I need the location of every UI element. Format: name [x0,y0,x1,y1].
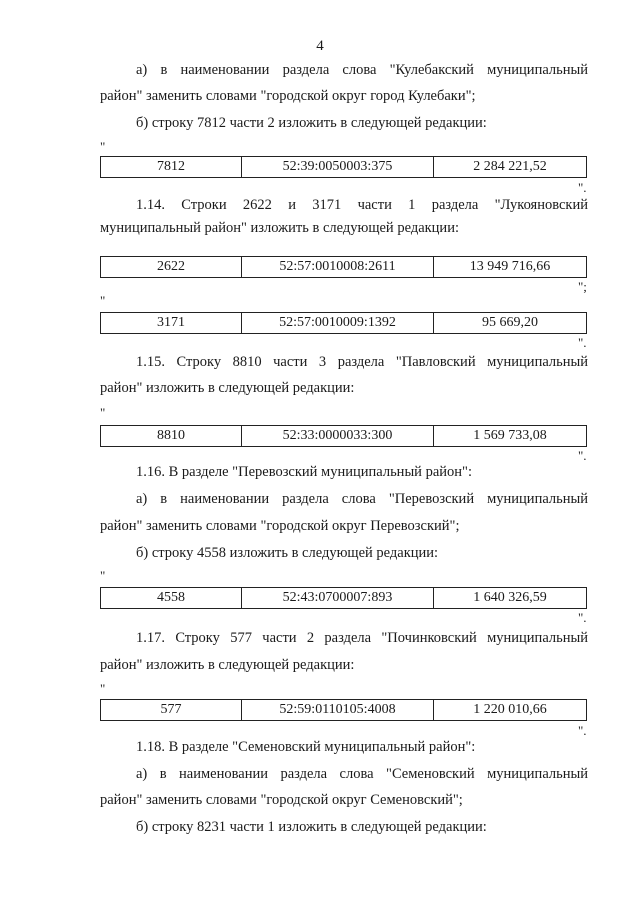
table-cell: 52:43:0700007:893 [242,588,434,608]
table-cell: 4558 [101,588,242,608]
page-number: 4 [316,38,324,54]
quote-close-mark: ". [578,335,587,350]
table-cell: 95 669,20 [482,315,538,330]
table-cell: 8810 [101,426,242,446]
data-table-row [100,699,587,721]
paragraph-line: 1.15. Строку 8810 части 3 раздела "Павловский муниципальный [136,354,588,370]
quote-close-mark: ". [578,723,587,738]
paragraph-line: б) строку 4558 изложить в следующей редакции: [136,545,439,561]
table-cell: 52:33:0000033:300 [242,426,434,446]
paragraph-line: а) в наименовании раздела слова "Перевозский муниципальный [136,491,588,507]
quote-close-mark: "; [578,279,587,294]
paragraph-line: 1.18. В разделе "Семеновский муниципальный район": [136,739,476,755]
table-cell: 577 [101,700,242,720]
table-cell: 1 220 010,66 [473,702,547,717]
paragraph-line: б) строку 8231 части 1 изложить в следующей редакции: [136,819,487,835]
table-cell: 52:57:0010008:2611 [242,257,434,277]
data-table-row [100,425,587,447]
table-cell: 52:39:0050003:375 [242,157,434,177]
table-cell: 52:59:0110105:4008 [242,700,434,720]
table-cell: 3171 [101,313,242,333]
table-cell: 2622 [101,257,242,277]
paragraph-line: район" заменить словами "городской округ Семеновский"; [100,792,463,808]
paragraph-line: а) в наименовании раздела слова "Семеновский муниципальный [136,766,588,782]
quote-open-mark: " [100,681,106,696]
table-cell: 1 569 733,08 [473,428,547,443]
paragraph-line: 1.14. Строки 2622 и 3171 части 1 раздела "Лукояновский [136,197,588,213]
data-table-row [100,587,587,609]
paragraph-line: район" заменить словами "городской округ Перевозский"; [100,518,460,534]
paragraph-line: район" изложить в следующей редакции: [100,657,355,673]
table-cell: 13 949 716,66 [469,259,551,274]
paragraph-line: 1.17. Строку 577 части 2 раздела "Починковский муниципальный [136,630,588,646]
table-cell: 52:57:0010009:1392 [242,313,434,333]
quote-open-mark: " [100,139,106,154]
quote-close-mark: ". [578,610,587,625]
paragraph-line: б) строку 7812 части 2 изложить в следующей редакции: [136,115,487,131]
table-cell: 1 640 326,59 [473,590,547,605]
quote-close-mark: ". [578,448,587,463]
quote-open-mark: " [100,405,106,420]
data-table-row [100,256,587,278]
quote-open-mark: " [100,568,106,583]
paragraph-line: муниципальный район" изложить в следующей редакции: [100,220,459,236]
paragraph-line: район" изложить в следующей редакции: [100,380,355,396]
data-table-row [100,312,587,334]
paragraph-line: район" заменить словами "городской округ город Кулебаки"; [100,88,476,104]
paragraph-line: 1.16. В разделе "Перевозский муниципальный район": [136,464,472,480]
table-cell: 2 284 221,52 [473,159,547,174]
table-cell: 7812 [101,157,242,177]
quote-close-mark: ". [578,180,587,195]
data-table-row [100,156,587,178]
paragraph-line: а) в наименовании раздела слова "Кулебакский муниципальный [136,62,588,78]
quote-open-mark: " [100,293,106,308]
